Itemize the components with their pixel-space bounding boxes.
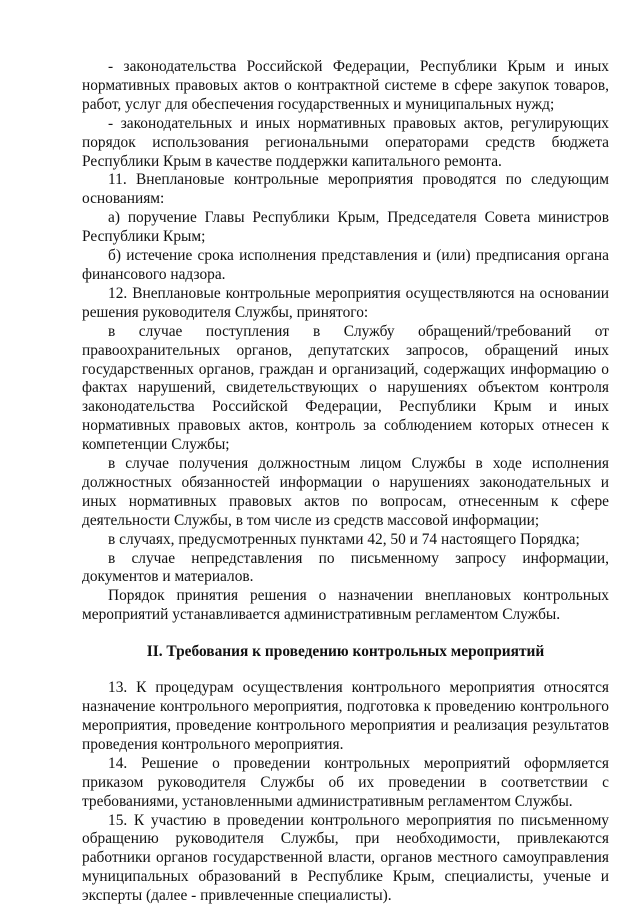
paragraph: в случае поступления в Службу обращений/требований от правоохранительных органов, депутатских запросов, обращений иных государственных органов, граждан и организаций, содержащих информацию о фактах нарушений, свидетельствующих о нарушениях объектом контроля законодательства Российской Федерации, Республики Крым и иных нормативных правовых актов, контроль за соблюдением которых отнесен к компетенции Службы; [82, 322, 609, 454]
paragraph: - законодательных и иных нормативных правовых актов, регулирующих порядок использования региональными операторами средств бюджета Республики Крым в качестве поддержки капитального ремонта. [82, 114, 609, 170]
paragraph: б) истечение срока исполнения представления и (или) предписания органа финансового надзора. [82, 247, 609, 283]
paragraph: Порядок принятия решения о назначении внеплановых контрольных мероприятий устанавливается административным регламентом Службы. [82, 587, 609, 624]
paragraph: а) поручение Главы Республики Крым, Председателя Совета министров Республики Крым; [82, 209, 609, 246]
paragraph: - законодательства Российской Федерации, Республики Крым и иных нормативных правовых актов о контрактной системе в сфере закупок товаров, работ, услуг для обеспечения государственных и муниципальных нужд; [82, 58, 609, 113]
paragraph: в случае получения должностным лицом Службы в ходе исполнения должностных обязанностей информации о нарушениях законодательных и иных нормативных правовых актов по вопросам, отнесенным к сфере деятельности Службы, в том числе из средств массовой информации; [82, 455, 609, 529]
document-page [82, 58, 609, 906]
paragraph: в случаях, предусмотренных пунктами 42, 50 и 74 настоящего Порядка; [108, 530, 580, 548]
paragraph: 14. Решение о проведении контрольных мероприятий оформляется приказом руководителя Службы об их проведении в соответствии с требованиями, установленными административным регламентом Службы. [82, 754, 609, 810]
paragraph: 13. К процедурам осуществления контрольного мероприятия относятся назначение контрольного мероприятия, подготовка к проведению контрольного мероприятия, проведение контрольного мероприятия и реализация результатов проведения контрольного мероприятия. [82, 679, 609, 753]
paragraph: 15. К участию в проведении контрольного мероприятия по письменному обращению руководителя Службы, при необходимости, привлекаются работники органов государственной власти, органов местного самоуправления муниципальных образований в Республике Крым, специалисты, ученые и эксперты (далее - привлеченные специалисты). [82, 811, 609, 905]
section-heading: II. Требования к проведению контрольных мероприятий [146, 643, 545, 661]
paragraph: в случае непредставления по письменному запросу информации, документов и материалов. [82, 549, 609, 586]
paragraph: 11. Внеплановые контрольные мероприятия проводятся по следующим основаниям: [82, 171, 609, 208]
paragraph: 12. Внеплановые контрольные мероприятия осуществляются на основании решения руководителя Службы, принятого: [82, 284, 609, 321]
